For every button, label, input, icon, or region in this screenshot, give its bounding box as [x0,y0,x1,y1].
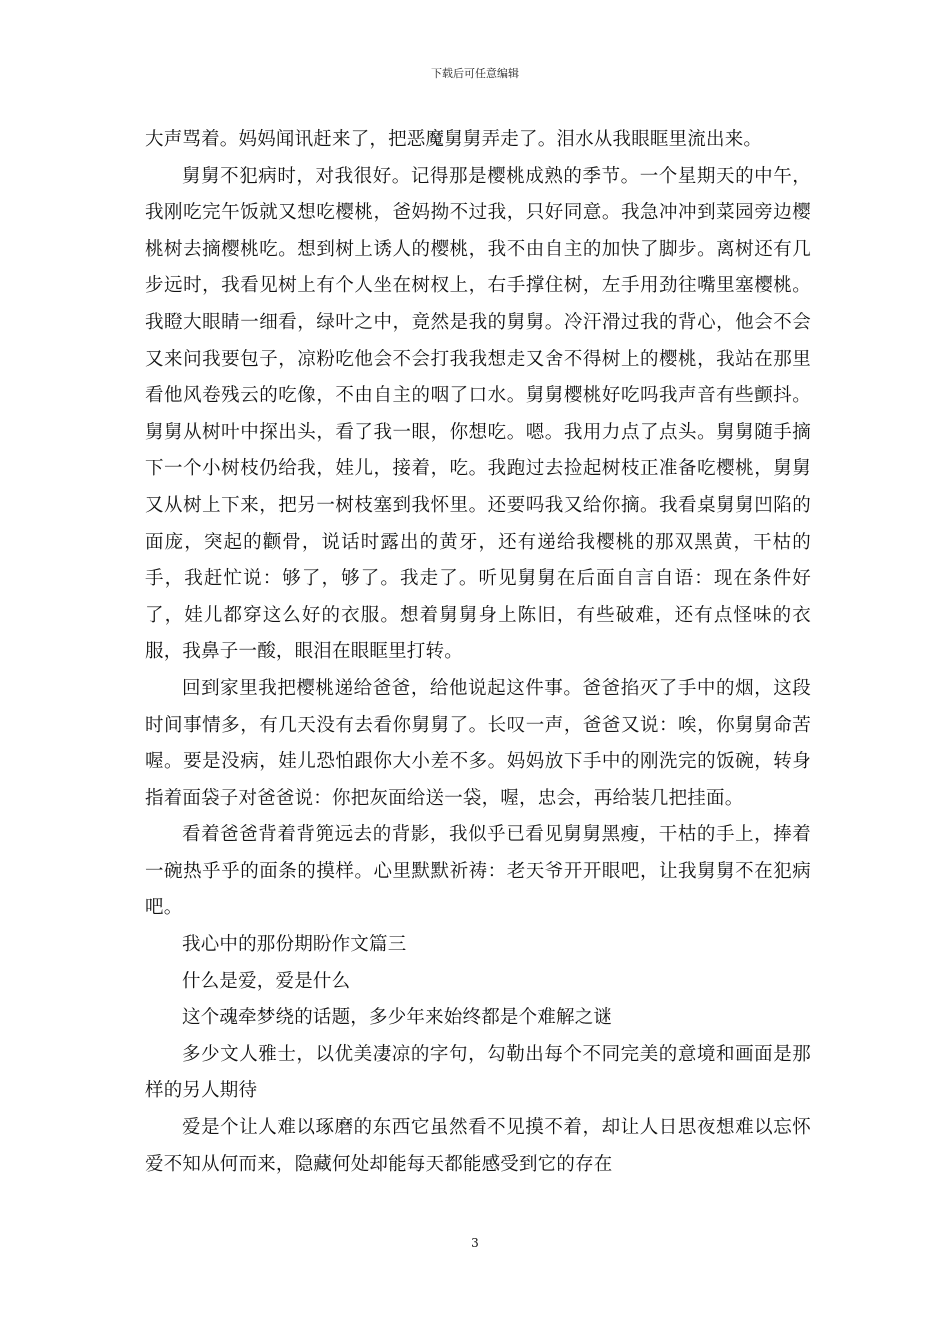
document-body [145,122,811,1183]
paragraph: 爱是个让人难以琢磨的东西它虽然看不见摸不着，却让人日思夜想难以忘怀爱不知从何而来，隐藏何处却能每天都能感受到它的存在 [145,1117,811,1175]
paragraph: 大声骂着。妈妈闻讯赶来了，把恶魔舅舅弄走了。泪水从我眼眶里流出来。 [145,129,763,150]
page-header: 下载后可任意编辑 [431,67,519,80]
paragraph: 这个魂牵梦绕的话题，多少年来始终都是个难解之谜 [182,1007,613,1029]
paragraph: 什么是爱，爱是什么 [182,970,351,992]
paragraph: 舅舅不犯病时，对我很好。记得那是樱桃成熟的季节。一个星期天的中午，我刚吃完午饭就又想吃樱桃，爸妈拗不过我，只好同意。我急冲冲到菜园旁边樱桃树去摘樱桃吃。想到树上诱人的樱桃，我不由自主的加快了脚步。离树还有几步远时，我看见树上有个人坐在树杈上，右手撑住树，左手用劲往嘴里塞樱桃。我瞪大眼睛一细看，绿叶之中，竟然是我的舅舅。冷汗滑过我的背心，他会不会又来问我要包子，凉粉吃他会不会打我我想走又舍不得树上的樱桃，我站在那里看他风卷残云的吃像，不由自主的咽了口水。舅舅樱桃好吃吗我声音有些颤抖。舅舅从树叶中探出头，看了我一眼，你想吃。嗯。我用力点了点头。舅舅随手摘下一个小树枝仍给我，娃儿，接着，吃。我跑过去捡起树枝正准备吃樱桃，舅舅又从树上下来，把另一树枝塞到我怀里。还要吗我又给你摘。我看桌舅舅凹陷的面庞，突起的颧骨，说话时露出的黄牙，还有递给我樱桃的那双黑黄，干枯的手，我赶忙说：够了，够了。我走了。听见舅舅在后面自言自语：现在条件好了，娃儿都穿这么好的衣服。想着舅舅身上陈旧，有些破难，还有点怪味的衣服，我鼻子一酸，眼泪在眼眶里打转。 [145,165,811,663]
paragraph: 看着爸爸背着背篼远去的背影，我似乎已看见舅舅黑瘦，干枯的手上，捧着一碗热乎乎的面条的摸样。心里默默祈祷：老天爷开开眼吧，让我舅舅不在犯病吧。 [145,824,811,919]
paragraph: 多少文人雅士，以优美凄凉的字句，勾勒出每个不同完美的意境和画面是那样的另人期待 [145,1043,811,1102]
paragraph: 回到家里我把樱桃递给爸爸，给他说起这件事。爸爸掐灭了手中的烟，这段时间事情多，有几天没有去看你舅舅了。长叹一声，爸爸又说：唉，你舅舅命苦喔。要是没病，娃儿恐怕跟你大小差不多。妈妈放下手中的刚洗完的饭碗，转身指着面袋子对爸爸说：你把灰面给送一袋，喔，忠会，再给装几把挂面。 [145,677,811,809]
section-heading: 我心中的那份期盼作文篇三 [182,934,407,956]
page-number: 3 [471,1236,479,1250]
